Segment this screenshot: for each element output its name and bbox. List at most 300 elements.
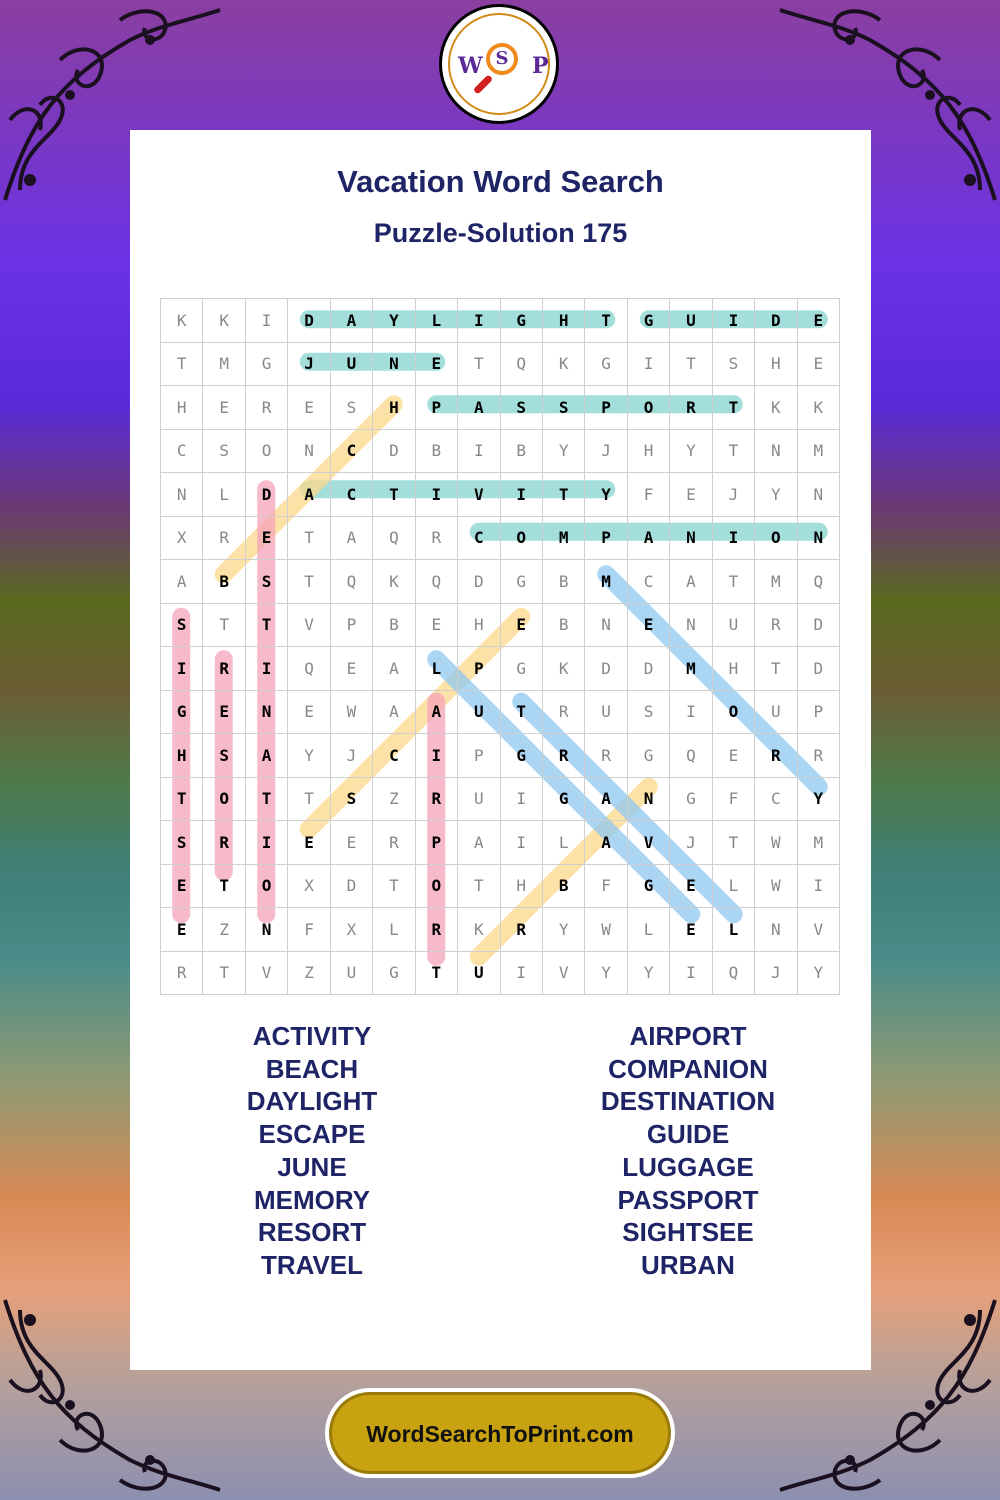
grid-cell: S bbox=[203, 429, 245, 473]
grid-cell: C bbox=[458, 516, 500, 560]
grid-cell: A bbox=[585, 777, 627, 821]
grid-cell: A bbox=[373, 647, 415, 691]
grid-cell: Y bbox=[542, 908, 584, 952]
grid-cell: R bbox=[203, 821, 245, 865]
grid-cell: I bbox=[500, 821, 542, 865]
grid-cell: G bbox=[500, 647, 542, 691]
grid-cell: B bbox=[542, 603, 584, 647]
grid-cell: E bbox=[670, 864, 712, 908]
grid-cell: M bbox=[797, 821, 839, 865]
grid-cell: T bbox=[203, 951, 245, 995]
grid-cell: E bbox=[288, 386, 330, 430]
grid-cell: R bbox=[670, 386, 712, 430]
grid-cell: E bbox=[288, 821, 330, 865]
grid-cell: P bbox=[415, 386, 457, 430]
word-search-grid bbox=[160, 298, 840, 983]
word-list-item: BEACH bbox=[265, 1053, 359, 1084]
grid-cell: T bbox=[458, 864, 500, 908]
grid-cell: H bbox=[500, 864, 542, 908]
grid-cell: W bbox=[755, 864, 797, 908]
grid-row bbox=[161, 777, 840, 821]
site-link-button[interactable] bbox=[325, 1388, 675, 1478]
grid-cell: G bbox=[670, 777, 712, 821]
grid-cell: W bbox=[755, 821, 797, 865]
grid-cell: I bbox=[627, 342, 669, 386]
grid-cell: T bbox=[203, 603, 245, 647]
grid-cell: Y bbox=[755, 473, 797, 517]
grid-cell: R bbox=[415, 516, 457, 560]
grid-cell: E bbox=[500, 603, 542, 647]
grid-cell: P bbox=[585, 516, 627, 560]
grid-cell: H bbox=[542, 299, 584, 343]
grid-cell: N bbox=[288, 429, 330, 473]
grid-cell: I bbox=[670, 690, 712, 734]
grid-cell: T bbox=[712, 560, 754, 604]
grid-cell: N bbox=[627, 777, 669, 821]
grid-cell: H bbox=[373, 386, 415, 430]
grid-cell: Q bbox=[373, 516, 415, 560]
grid-cell: N bbox=[797, 473, 839, 517]
grid-cell: M bbox=[585, 560, 627, 604]
grid-cell: G bbox=[373, 951, 415, 995]
grid-cell: I bbox=[245, 299, 287, 343]
grid-cell: T bbox=[712, 386, 754, 430]
grid-row bbox=[161, 951, 840, 995]
logo-letter-s: S bbox=[495, 48, 509, 69]
grid-cell: G bbox=[245, 342, 287, 386]
grid-cell: U bbox=[330, 951, 372, 995]
grid-cell: A bbox=[373, 690, 415, 734]
word-list-item: URBAN bbox=[641, 1249, 735, 1280]
grid-cell: Q bbox=[415, 560, 457, 604]
grid-cell: Q bbox=[797, 560, 839, 604]
grid-cell: T bbox=[585, 299, 627, 343]
grid-cell: W bbox=[585, 908, 627, 952]
grid-cell: Y bbox=[542, 429, 584, 473]
grid-cell: T bbox=[670, 342, 712, 386]
grid-cell: R bbox=[585, 734, 627, 778]
grid-cell: R bbox=[415, 908, 457, 952]
grid-cell: M bbox=[670, 647, 712, 691]
word-list-item: DESTINATION bbox=[600, 1086, 776, 1117]
grid-cell: R bbox=[755, 603, 797, 647]
grid-cell: R bbox=[542, 690, 584, 734]
grid-cell: T bbox=[288, 777, 330, 821]
grid-cell: E bbox=[670, 908, 712, 952]
grid-cell: U bbox=[458, 777, 500, 821]
word-list-item: RESORT bbox=[257, 1217, 367, 1248]
grid-row bbox=[161, 342, 840, 386]
grid-cell: N bbox=[585, 603, 627, 647]
puzzle-panel bbox=[130, 130, 871, 1370]
grid-cell: O bbox=[245, 429, 287, 473]
logo-letter-p: P bbox=[532, 53, 549, 79]
grid-cell: A bbox=[585, 821, 627, 865]
grid-cell: Y bbox=[670, 429, 712, 473]
grid-cell: S bbox=[627, 690, 669, 734]
grid-cell: L bbox=[415, 647, 457, 691]
grid-cell: L bbox=[542, 821, 584, 865]
grid-cell: I bbox=[712, 516, 754, 560]
grid-cell: T bbox=[203, 864, 245, 908]
grid-cell: L bbox=[712, 908, 754, 952]
grid-cell: Q bbox=[712, 951, 754, 995]
grid-cell: P bbox=[330, 603, 372, 647]
grid-cell: U bbox=[712, 603, 754, 647]
word-list-left bbox=[162, 1020, 462, 1282]
word-list-item: LUGGAGE bbox=[622, 1151, 754, 1182]
grid-cell: E bbox=[415, 603, 457, 647]
word-list-item: MEMORY bbox=[253, 1184, 371, 1215]
grid-cell: D bbox=[373, 429, 415, 473]
grid-cell: N bbox=[373, 342, 415, 386]
grid-cell: M bbox=[797, 429, 839, 473]
grid-cell: Y bbox=[585, 473, 627, 517]
grid-cell: G bbox=[161, 690, 203, 734]
grid-cell: E bbox=[288, 690, 330, 734]
grid-cell: U bbox=[670, 299, 712, 343]
grid-cell: A bbox=[288, 473, 330, 517]
grid-cell: A bbox=[670, 560, 712, 604]
grid-row bbox=[161, 429, 840, 473]
word-list-item: GUIDE bbox=[646, 1119, 730, 1150]
grid-cell: C bbox=[330, 429, 372, 473]
grid-cell: H bbox=[161, 386, 203, 430]
grid-row bbox=[161, 603, 840, 647]
grid-cell: P bbox=[458, 647, 500, 691]
grid-cell: C bbox=[627, 560, 669, 604]
grid-cell: A bbox=[245, 734, 287, 778]
grid-cell: F bbox=[585, 864, 627, 908]
grid-cell: X bbox=[330, 908, 372, 952]
grid-row bbox=[161, 516, 840, 560]
grid-cell: X bbox=[288, 864, 330, 908]
grid-cell: L bbox=[373, 908, 415, 952]
grid-cell: E bbox=[712, 734, 754, 778]
grid-cell: B bbox=[542, 560, 584, 604]
grid-cell: W bbox=[330, 690, 372, 734]
grid-cell: R bbox=[415, 777, 457, 821]
grid-cell: G bbox=[500, 299, 542, 343]
grid-cell: H bbox=[458, 603, 500, 647]
grid-cell: H bbox=[627, 429, 669, 473]
grid-row bbox=[161, 647, 840, 691]
grid-cell: C bbox=[161, 429, 203, 473]
page-subtitle: Puzzle-Solution 175 bbox=[373, 218, 628, 248]
grid-cell: O bbox=[203, 777, 245, 821]
grid-cell: S bbox=[712, 342, 754, 386]
grid-row bbox=[161, 299, 840, 343]
grid-cell: I bbox=[245, 647, 287, 691]
grid-cell: D bbox=[797, 647, 839, 691]
grid-cell: I bbox=[458, 299, 500, 343]
grid-cell: T bbox=[161, 342, 203, 386]
grid-cell: R bbox=[203, 516, 245, 560]
grid-cell: E bbox=[627, 603, 669, 647]
grid-row bbox=[161, 821, 840, 865]
grid-cell: L bbox=[415, 299, 457, 343]
grid-row bbox=[161, 908, 840, 952]
grid-cell: A bbox=[415, 690, 457, 734]
grid-cell: E bbox=[203, 690, 245, 734]
logo-letter-w: W bbox=[458, 53, 483, 79]
grid-cell: V bbox=[288, 603, 330, 647]
grid-cell: R bbox=[161, 951, 203, 995]
grid-row bbox=[161, 690, 840, 734]
word-list-item: TRAVEL bbox=[260, 1249, 364, 1280]
word-list-item: SIGHTSEE bbox=[622, 1217, 754, 1248]
letter-grid bbox=[160, 298, 840, 995]
grid-cell: A bbox=[458, 821, 500, 865]
word-list-right bbox=[538, 1020, 838, 1282]
grid-cell: F bbox=[627, 473, 669, 517]
grid-cell: Y bbox=[373, 299, 415, 343]
grid-row bbox=[161, 734, 840, 778]
grid-cell: Y bbox=[627, 951, 669, 995]
grid-cell: Z bbox=[373, 777, 415, 821]
grid-cell: F bbox=[288, 908, 330, 952]
grid-cell: G bbox=[585, 342, 627, 386]
grid-cell: A bbox=[330, 299, 372, 343]
site-link-label: WordSearchToPrint.com bbox=[366, 1421, 634, 1447]
word-list-item: COMPANION bbox=[608, 1053, 768, 1084]
grid-cell: L bbox=[203, 473, 245, 517]
grid-cell: H bbox=[161, 734, 203, 778]
grid-cell: F bbox=[712, 777, 754, 821]
grid-cell: I bbox=[500, 777, 542, 821]
grid-cell: D bbox=[458, 560, 500, 604]
grid-cell: N bbox=[245, 690, 287, 734]
grid-cell: Y bbox=[585, 951, 627, 995]
grid-cell: V bbox=[458, 473, 500, 517]
grid-cell: G bbox=[627, 734, 669, 778]
grid-cell: N bbox=[797, 516, 839, 560]
grid-cell: S bbox=[161, 603, 203, 647]
grid-cell: A bbox=[458, 386, 500, 430]
grid-cell: G bbox=[500, 560, 542, 604]
grid-cell: D bbox=[245, 473, 287, 517]
grid-cell: I bbox=[670, 951, 712, 995]
grid-cell: I bbox=[712, 299, 754, 343]
grid-cell: R bbox=[755, 734, 797, 778]
grid-cell: K bbox=[542, 342, 584, 386]
word-list-item: ACTIVITY bbox=[252, 1021, 372, 1051]
grid-row bbox=[161, 386, 840, 430]
grid-cell: P bbox=[797, 690, 839, 734]
grid-cell: Y bbox=[797, 951, 839, 995]
grid-cell: V bbox=[797, 908, 839, 952]
grid-cell: A bbox=[627, 516, 669, 560]
grid-cell: P bbox=[585, 386, 627, 430]
word-list-item: PASSPORT bbox=[617, 1184, 759, 1215]
grid-row bbox=[161, 864, 840, 908]
grid-cell: G bbox=[627, 299, 669, 343]
grid-cell: N bbox=[245, 908, 287, 952]
grid-cell: S bbox=[330, 386, 372, 430]
grid-cell: E bbox=[797, 299, 839, 343]
grid-cell: R bbox=[797, 734, 839, 778]
grid-cell: T bbox=[245, 603, 287, 647]
grid-cell: E bbox=[203, 386, 245, 430]
grid-cell: L bbox=[627, 908, 669, 952]
grid-cell: T bbox=[712, 429, 754, 473]
grid-cell: V bbox=[542, 951, 584, 995]
grid-cell: Q bbox=[670, 734, 712, 778]
grid-cell: S bbox=[161, 821, 203, 865]
grid-cell: Y bbox=[288, 734, 330, 778]
grid-cell: I bbox=[797, 864, 839, 908]
grid-cell: S bbox=[245, 560, 287, 604]
grid-cell: O bbox=[627, 386, 669, 430]
grid-cell: Q bbox=[500, 342, 542, 386]
grid-cell: E bbox=[330, 647, 372, 691]
grid-cell: T bbox=[288, 516, 330, 560]
grid-cell: N bbox=[755, 908, 797, 952]
grid-cell: C bbox=[330, 473, 372, 517]
grid-cell: S bbox=[330, 777, 372, 821]
grid-cell: O bbox=[415, 864, 457, 908]
grid-cell: K bbox=[797, 386, 839, 430]
grid-cell: R bbox=[542, 734, 584, 778]
grid-cell: O bbox=[712, 690, 754, 734]
grid-cell: K bbox=[373, 560, 415, 604]
grid-cell: Q bbox=[330, 560, 372, 604]
grid-cell: I bbox=[500, 951, 542, 995]
grid-cell: G bbox=[627, 864, 669, 908]
grid-cell: T bbox=[712, 821, 754, 865]
grid-cell: R bbox=[373, 821, 415, 865]
grid-cell: B bbox=[500, 429, 542, 473]
site-logo[interactable] bbox=[439, 4, 559, 124]
grid-cell: D bbox=[797, 603, 839, 647]
grid-cell: T bbox=[500, 690, 542, 734]
word-list-item: JUNE bbox=[277, 1151, 347, 1182]
grid-cell: B bbox=[203, 560, 245, 604]
grid-cell: I bbox=[415, 473, 457, 517]
grid-cell: I bbox=[245, 821, 287, 865]
grid-cell: U bbox=[458, 690, 500, 734]
grid-cell: B bbox=[373, 603, 415, 647]
grid-cell: B bbox=[542, 864, 584, 908]
grid-cell: A bbox=[161, 560, 203, 604]
grid-cell: I bbox=[415, 734, 457, 778]
grid-cell: O bbox=[245, 864, 287, 908]
grid-cell: I bbox=[500, 473, 542, 517]
grid-cell: T bbox=[755, 647, 797, 691]
grid-cell: Z bbox=[288, 951, 330, 995]
grid-cell: J bbox=[670, 821, 712, 865]
grid-cell: B bbox=[415, 429, 457, 473]
grid-cell: U bbox=[458, 951, 500, 995]
grid-cell: U bbox=[330, 342, 372, 386]
grid-cell: M bbox=[203, 342, 245, 386]
grid-cell: J bbox=[288, 342, 330, 386]
grid-cell: D bbox=[585, 647, 627, 691]
grid-cell: Q bbox=[288, 647, 330, 691]
grid-cell: N bbox=[755, 429, 797, 473]
grid-cell: A bbox=[330, 516, 372, 560]
grid-cell: I bbox=[458, 429, 500, 473]
grid-cell: T bbox=[245, 777, 287, 821]
grid-cell: O bbox=[500, 516, 542, 560]
grid-cell: L bbox=[712, 864, 754, 908]
page-title: Vacation Word Search bbox=[337, 164, 664, 199]
grid-cell: G bbox=[500, 734, 542, 778]
grid-cell: T bbox=[415, 951, 457, 995]
grid-cell: E bbox=[161, 908, 203, 952]
grid-cell: U bbox=[585, 690, 627, 734]
grid-cell: E bbox=[245, 516, 287, 560]
grid-cell: E bbox=[330, 821, 372, 865]
grid-cell: E bbox=[415, 342, 457, 386]
grid-cell: I bbox=[161, 647, 203, 691]
grid-cell: P bbox=[458, 734, 500, 778]
grid-cell: H bbox=[755, 342, 797, 386]
grid-cell: P bbox=[415, 821, 457, 865]
grid-cell: J bbox=[330, 734, 372, 778]
grid-cell: V bbox=[245, 951, 287, 995]
grid-cell: Y bbox=[797, 777, 839, 821]
grid-cell: R bbox=[245, 386, 287, 430]
grid-cell: G bbox=[542, 777, 584, 821]
grid-cell: K bbox=[755, 386, 797, 430]
grid-cell: M bbox=[755, 560, 797, 604]
grid-cell: U bbox=[755, 690, 797, 734]
word-list-item: DAYLIGHT bbox=[246, 1086, 378, 1117]
grid-cell: J bbox=[755, 951, 797, 995]
grid-cell: T bbox=[288, 560, 330, 604]
grid-cell: R bbox=[500, 908, 542, 952]
grid-cell: Z bbox=[203, 908, 245, 952]
grid-cell: J bbox=[585, 429, 627, 473]
magnifier-icon bbox=[486, 43, 518, 75]
grid-cell: M bbox=[542, 516, 584, 560]
word-list-item: AIRPORT bbox=[629, 1021, 747, 1051]
grid-cell: D bbox=[288, 299, 330, 343]
grid-cell: C bbox=[373, 734, 415, 778]
grid-cell: T bbox=[458, 342, 500, 386]
grid-cell: K bbox=[458, 908, 500, 952]
grid-cell: R bbox=[203, 647, 245, 691]
grid-cell: C bbox=[755, 777, 797, 821]
grid-cell: J bbox=[712, 473, 754, 517]
grid-row bbox=[161, 560, 840, 604]
grid-cell: D bbox=[627, 647, 669, 691]
grid-row bbox=[161, 473, 840, 517]
grid-cell: E bbox=[797, 342, 839, 386]
grid-cell: N bbox=[670, 603, 712, 647]
grid-cell: N bbox=[670, 516, 712, 560]
grid-cell: S bbox=[203, 734, 245, 778]
grid-cell: T bbox=[542, 473, 584, 517]
grid-cell: N bbox=[161, 473, 203, 517]
grid-cell: T bbox=[373, 473, 415, 517]
grid-cell: D bbox=[330, 864, 372, 908]
grid-cell: O bbox=[755, 516, 797, 560]
grid-cell: V bbox=[627, 821, 669, 865]
grid-cell: E bbox=[670, 473, 712, 517]
grid-cell: K bbox=[161, 299, 203, 343]
grid-cell: K bbox=[203, 299, 245, 343]
grid-cell: D bbox=[755, 299, 797, 343]
grid-cell: T bbox=[161, 777, 203, 821]
grid-cell: H bbox=[712, 647, 754, 691]
grid-cell: K bbox=[542, 647, 584, 691]
grid-cell: E bbox=[161, 864, 203, 908]
grid-cell: S bbox=[500, 386, 542, 430]
grid-cell: X bbox=[161, 516, 203, 560]
grid-cell: T bbox=[373, 864, 415, 908]
